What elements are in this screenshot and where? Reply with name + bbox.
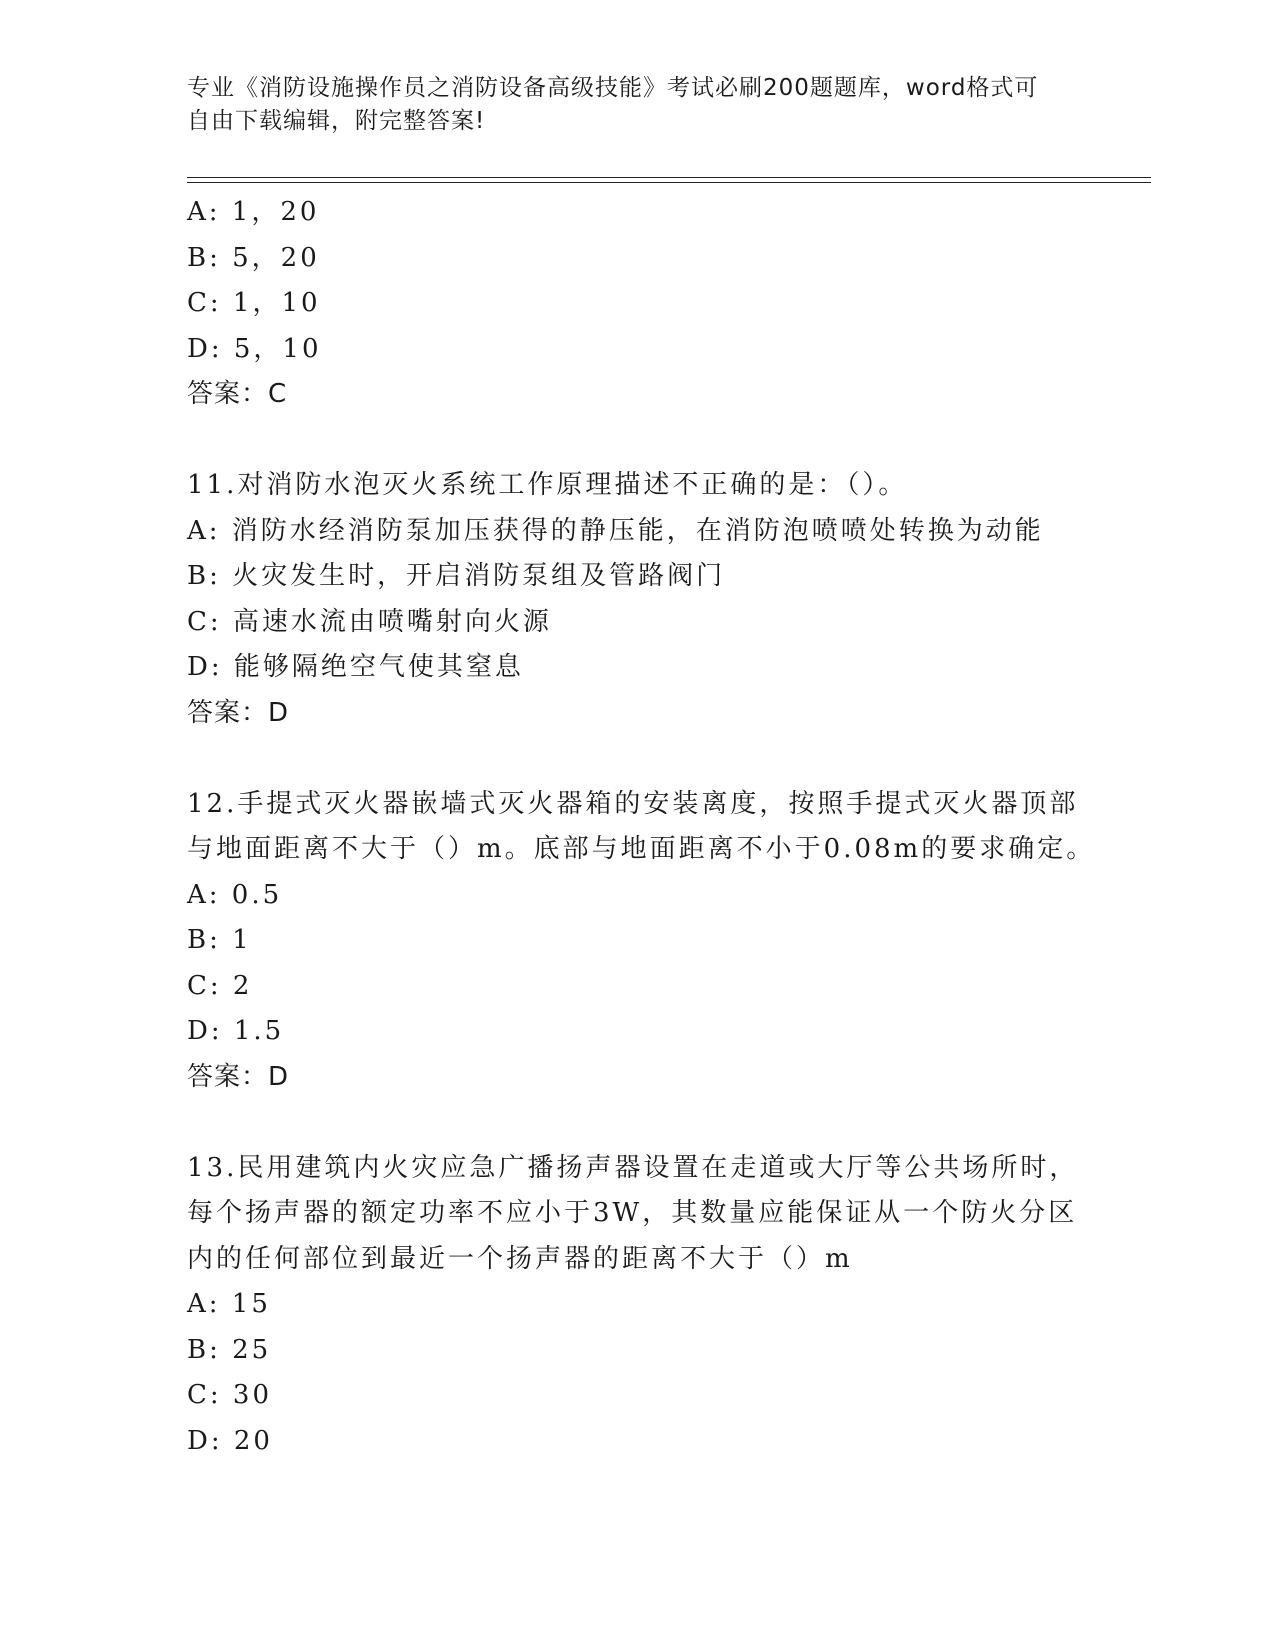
option-a: A: 15 <box>187 1289 271 1319</box>
question-text: 与地面距离不大于（）m。底部与地面距离不小于0.08m的要求确定。 <box>187 834 1096 864</box>
prev-question <box>187 190 1087 418</box>
question-text: 12.手提式灭火器嵌墙式灭火器箱的安装离度，按照手提式灭火器顶部 <box>187 788 1079 819</box>
option-a: A: 消防水经消防泵加压获得的静压能，在消防泡喷喷处转换为动能 <box>187 515 1044 546</box>
question-text: 内的任何部位到最近一个扬声器的距离不大于（）m <box>187 1243 853 1274</box>
question-12 <box>187 782 1096 1101</box>
option-b: B: 5，20 <box>187 242 320 273</box>
document-header <box>187 72 1087 138</box>
header-divider-top <box>187 177 1151 178</box>
question-11 <box>187 463 1087 736</box>
header-line-2: 自由下载编辑，附完整答案! <box>187 108 486 134</box>
option-a: A: 0.5 <box>187 879 283 910</box>
header-divider-bottom <box>187 182 1151 183</box>
option-c: C: 2 <box>187 970 253 1001</box>
question-13 <box>187 1146 1087 1465</box>
answer-line: 答案：C <box>187 379 288 409</box>
question-text: 13.民用建筑内火灾应急广播扬声器设置在走道或大厅等公共场所时， <box>187 1152 1079 1183</box>
option-b: B: 火灾发生时，开启消防泵组及管路阀门 <box>187 561 726 591</box>
question-content <box>187 190 1096 1464</box>
option-c: C: 30 <box>187 1380 273 1410</box>
question-text: 每个扬声器的额定功率不应小于3W，其数量应能保证从一个防火分区 <box>187 1198 1078 1228</box>
answer-line: 答案：D <box>187 1061 290 1092</box>
header-line-1: 专业《消防设施操作员之消防设备高级技能》考试必刷200题题库，word格式可 <box>187 75 1039 101</box>
question-text: 11.对消防水泡灭火系统工作原理描述不正确的是：（）。 <box>187 470 908 500</box>
option-b: B: 25 <box>187 1334 272 1365</box>
option-d: D: 能够隔绝空气使其窒息 <box>187 652 524 682</box>
answer-line: 答案：D <box>187 697 290 728</box>
option-b: B: 1 <box>187 925 252 955</box>
option-c: C: 1，10 <box>187 288 321 318</box>
option-a: A: 1，20 <box>187 197 320 227</box>
option-d: D: 5，10 <box>187 333 322 364</box>
option-c: C: 高速水流由喷嘴射向火源 <box>187 606 552 637</box>
option-d: D: 1.5 <box>187 1016 285 1046</box>
option-d: D: 20 <box>187 1425 273 1456</box>
